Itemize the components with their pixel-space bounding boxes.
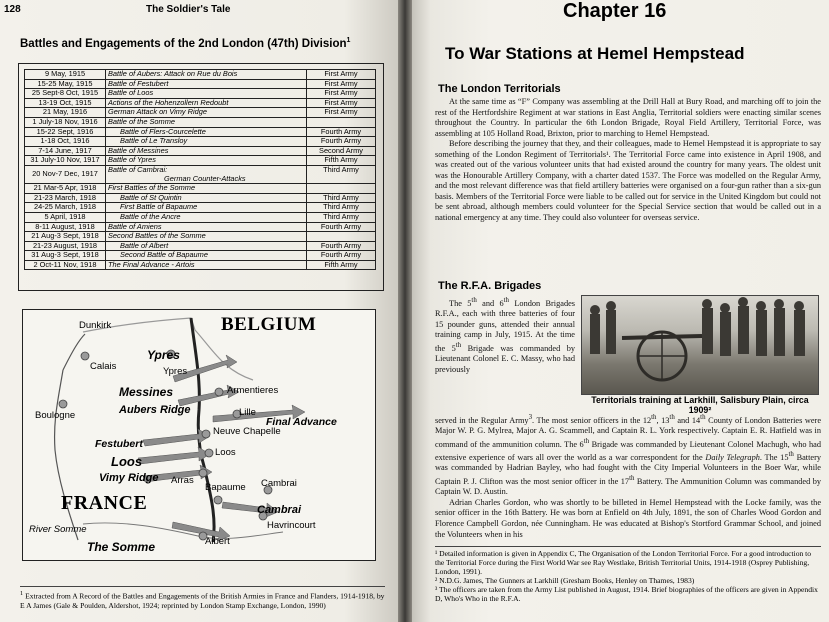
map-town-ypres: Ypres xyxy=(163,366,188,377)
map-town-loos: Loos xyxy=(215,447,236,458)
chapter-title: To War Stations at Hemel Hempstead xyxy=(445,44,745,63)
page-number: 128 xyxy=(4,4,21,15)
row-army: First Army xyxy=(307,98,376,108)
table-row xyxy=(25,193,376,203)
map-battle-loos: Loos xyxy=(111,454,143,469)
row-date: 8-11 August, 1918 xyxy=(25,222,106,232)
row-army: Fourth Army xyxy=(307,222,376,232)
table-row xyxy=(25,241,376,251)
row-army: First Army xyxy=(307,89,376,99)
map-river-somme: River Somme xyxy=(29,524,87,535)
map-town-havrincourt: Havrincourt xyxy=(267,520,316,531)
row-battle: Second Battle of Bapaume xyxy=(106,251,307,261)
chapter-heading: Chapter 16 xyxy=(563,0,667,22)
table-row xyxy=(25,70,376,80)
map-town-calais: Calais xyxy=(90,361,117,372)
row-battle: Battle of Messines xyxy=(106,146,307,156)
table-row xyxy=(25,117,376,127)
row-date: 21 Aug-3 Sept, 1918 xyxy=(25,232,106,242)
section2-body-column xyxy=(435,296,575,375)
book-gutter xyxy=(398,0,412,622)
row-army: Second Army xyxy=(307,146,376,156)
table-row xyxy=(25,146,376,156)
row-battle: Actions of the Hohenzollern Redoubt xyxy=(106,98,307,108)
footnote: ³ The officers are taken from the Army List published in August, 1914. Brief biographies of the officers are given in Appendix D, Who's Who in the R.F.A. xyxy=(435,585,818,603)
row-army: Third Army xyxy=(307,212,376,222)
map-drawing xyxy=(23,310,375,560)
paragraph: Adrian Charles Gordon, who was shortly to be billeted in Hemel Hempstead with the Locke family, was the senior officer in the 16th Battery. He was born at Enfield on 4th July, 1891, the son of Charles Wood Gordon and Florence Campbell Gordon, née Cunningham. He was educated at Bishop's Stortford Grammar School, and joined the Volunteers when in his xyxy=(435,497,821,539)
map-town-dunkirk: Dunkirk xyxy=(79,320,112,331)
left-footnote-mark: 1 xyxy=(20,590,24,597)
row-battle: Battle of Aubers: Attack on Rue du Bois xyxy=(106,70,307,80)
map-battle-vimy-ridge: Vimy Ridge xyxy=(99,472,159,484)
row-battle xyxy=(106,165,307,183)
map-town-bapaume: Bapaume xyxy=(205,482,246,493)
table-row xyxy=(25,165,376,183)
row-date: 21 Mar-5 Apr, 1918 xyxy=(25,184,106,194)
section-heading-london-territorials: The London Territorials xyxy=(438,83,561,95)
row-battle-line: Battle of Cambrai: xyxy=(108,165,168,174)
map-town-albert: Albert xyxy=(205,536,230,547)
row-battle: Second Battles of the Somme xyxy=(106,232,307,242)
left-page xyxy=(0,0,405,622)
row-date: 24-25 March, 1918 xyxy=(25,203,106,213)
row-army: First Army xyxy=(307,79,376,89)
map-battle-cambrai: Cambrai xyxy=(257,504,302,516)
photo-figures xyxy=(582,296,818,394)
table-row xyxy=(25,251,376,261)
table-row xyxy=(25,156,376,166)
row-army: Third Army xyxy=(307,193,376,203)
row-date: 31 Aug-3 Sept, 1918 xyxy=(25,251,106,261)
footnote: ¹ Detailed information is given in Appendix C, The Organisation of the London Territorial Force. For a good introduction to the Territorial Force during the First World War see Ray Westlake, British Territorial Units, 1914-1918 (Osprey Publishing, London, 1991). xyxy=(435,549,812,576)
row-army: Fourth Army xyxy=(307,127,376,137)
table-row xyxy=(25,260,376,270)
row-date: 1 July-18 Nov, 1916 xyxy=(25,117,106,127)
row-date: 9 May, 1915 xyxy=(25,70,106,80)
section1-body xyxy=(435,97,821,224)
row-army: Third Army xyxy=(307,203,376,213)
paragraph: At the same time as “F” Company was assembling at the Drill Hall at Bury Road, and marching off to join the rest of the Hertfordshire Regiment at war stations in East Anglia, Territorial soldiers were enacting similar scenes throughout the Country. In particular the 6th London Brigade, Royal Field Artillery, Territorial Force, was assembling at 105 Holland Road, Brixton, prior to marching to Hemel Hempstead. xyxy=(435,97,821,138)
table-row xyxy=(25,108,376,118)
row-battle: First Battle of Bapaume xyxy=(106,203,307,213)
town-dot xyxy=(205,449,213,457)
row-date: 15-25 May, 1915 xyxy=(25,79,106,89)
paragraph-intro: The 5th and 6th London Brigades R.F.A., each with three batteries of four 15 pounder guns, attended their annual training camp in July, 1915. At the time the 5th Brigade was commanded by Lieutenant Colonel E. C. Massy, who had previously xyxy=(435,297,576,374)
map-town-cambrai: Cambrai xyxy=(261,478,297,489)
row-battle: Battle of St Quintin xyxy=(106,193,307,203)
map-country-france: FRANCE xyxy=(61,492,148,514)
table-row xyxy=(25,79,376,89)
row-date: 2 Oct-11 Nov, 1918 xyxy=(25,260,106,270)
row-date: 31 July-10 Nov, 1917 xyxy=(25,156,106,166)
row-army xyxy=(307,232,376,242)
map-town-armentieres: Armentieres xyxy=(227,385,279,396)
battles-table xyxy=(24,69,376,270)
table-row xyxy=(25,184,376,194)
town-dot xyxy=(199,469,207,477)
map-battle-the-somme: The Somme xyxy=(87,540,156,554)
map-country-belgium: BELGIUM xyxy=(221,314,317,335)
town-dot xyxy=(202,430,210,438)
table-title-footnote-mark: 1 xyxy=(346,37,351,44)
territorials-photo xyxy=(581,295,819,395)
town-dot xyxy=(215,388,223,396)
row-battle: Battle of Loos xyxy=(106,89,307,99)
map-battle-final-advance: Final Advance xyxy=(266,416,337,428)
map-town-arras: Arras xyxy=(171,475,194,486)
row-battle: Battle of Amiens xyxy=(106,222,307,232)
row-battle-line: German Counter-Attacks xyxy=(164,173,246,183)
photo-caption: Territorials training at Larkhill, Salisbury Plain, circa 1909² xyxy=(591,395,809,415)
row-date: 5 April, 1918 xyxy=(25,212,106,222)
map-battle-festubert: Festubert xyxy=(95,438,143,450)
row-battle: Battle of Albert xyxy=(106,241,307,251)
row-battle: Battle of Le Transloy xyxy=(106,137,307,147)
row-date: 25 Sept-8 Oct, 1915 xyxy=(25,89,106,99)
town-dot xyxy=(214,496,222,504)
table-row xyxy=(25,89,376,99)
map-battle-messines: Messines xyxy=(119,385,174,399)
table-title-text: Battles and Engagements of the 2nd London (47th) Division xyxy=(20,37,347,50)
running-head: The Soldier's Tale xyxy=(146,4,231,15)
table-row xyxy=(25,127,376,137)
row-army: Fifth Army xyxy=(307,260,376,270)
map-town-boulogne: Boulogne xyxy=(35,410,76,421)
map-battle-ypres: Ypres xyxy=(147,348,180,362)
row-date: 13-19 Oct, 1915 xyxy=(25,98,106,108)
row-army xyxy=(307,117,376,127)
row-army xyxy=(307,184,376,194)
row-date: 21-23 August, 1918 xyxy=(25,241,106,251)
left-footnote xyxy=(20,586,385,610)
table-title xyxy=(20,37,350,50)
right-page xyxy=(405,0,829,622)
map-town-neuve-chapelle: Neuve Chapelle xyxy=(213,426,281,437)
row-date: 7-14 June, 1917 xyxy=(25,146,106,156)
row-army: Fourth Army xyxy=(307,251,376,261)
coastline-north xyxy=(63,334,85,370)
table-row xyxy=(25,137,376,147)
table-row xyxy=(25,232,376,242)
table-row xyxy=(25,203,376,213)
row-date: 15-22 Sept, 1916 xyxy=(25,127,106,137)
section-heading-rfa-brigades: The R.F.A. Brigades xyxy=(438,280,542,292)
right-footnotes xyxy=(435,546,821,603)
row-battle: German Attack on Vimy Ridge xyxy=(106,108,307,118)
table-row xyxy=(25,212,376,222)
row-army: Fourth Army xyxy=(307,241,376,251)
arrow xyxy=(138,447,210,464)
row-battle: Battle of Ypres xyxy=(106,156,307,166)
row-army: Fourth Army xyxy=(307,137,376,147)
row-army: Fifth Army xyxy=(307,156,376,166)
map-town-lille: Lille xyxy=(239,407,256,418)
table-row xyxy=(25,98,376,108)
footnote: ² N.D.G. James, The Gunners at Larkhill (Gresham Books, Henley on Thames, 1983) xyxy=(435,576,695,585)
table-row xyxy=(25,222,376,232)
town-dot xyxy=(81,352,89,360)
paragraph-continued: served in the Regular Army$^3$. The most senior officers in the 12th, 13th and 14th County of London Batteries were Major W. P. G. Mylrea, Major A. G. Scammell, and Captain R. L. York respectively. Captain E. R. Hatfield was in command of the ammunition column. The 6th Brigade was commanded by Lieutenant Colonel Machugh, who had extensive experience of wars all over the world as a war correspondent for the Daily Telegraph. The 15th Battery was commanded by Hadrian Bayley, who had fought with the City Imperial Volunteers in the Boer War, while Captain P. J. Clifton was the most senior officer in the 17th Battery. The Ammunition Column was commanded by Captain W. D. Austin. xyxy=(435,414,822,497)
row-army: Third Army xyxy=(307,165,376,183)
town-dot xyxy=(59,400,67,408)
row-battle: The Final Advance - Artois xyxy=(106,260,307,270)
row-battle: First Battles of the Somme xyxy=(106,184,307,194)
row-date: 21-23 March, 1918 xyxy=(25,193,106,203)
front-line xyxy=(191,318,214,542)
section2-body-wide xyxy=(435,413,821,540)
row-battle: Battle of Flers-Courcelette xyxy=(106,127,307,137)
map-battle-aubers-ridge: Aubers Ridge xyxy=(119,404,191,416)
row-date: 20 Nov-7 Dec, 1917 xyxy=(25,165,106,183)
row-date: 1-18 Oct, 1916 xyxy=(25,137,106,147)
row-army: First Army xyxy=(307,108,376,118)
row-battle: Battle of the Somme xyxy=(106,117,307,127)
row-army: First Army xyxy=(307,70,376,80)
row-date: 21 May, 1916 xyxy=(25,108,106,118)
row-battle: Battle of the Ancre xyxy=(106,212,307,222)
left-footnote-text: Extracted from A Record of the Battles and Engagements of the British Armies in France and Flanders, 1914-1918, by E A James (Gale & Poulden, Aldershot, 1924; reprinted by London Stamp Exchange, London, 1990) xyxy=(20,591,385,610)
paragraph: Before describing the journey that they, and their colleagues, made to Hemel Hempstead it is appropriate to say something of the London Regiment of Territorials¹. The Territorial Force came into existence in April 1908, and was created out of the various volunteer units that had existed around the country for many years. The oldest unit was the Honourable Artillery Company, with a charter dated 1537. The Force was modelled on the Regular Army, and the most relevant difference was that field artillery batteries were organised on a four-gun rather than a six-gun basis. Members of the Territorial Force were liable to be called out for service in the United Kingdom but could not be sent abroad, although members could volunteer for the Special Service section that would be called out in a national emergency at any time. They could also volunteer for overseas service. xyxy=(435,139,821,223)
row-battle: Battle of Festubert xyxy=(106,79,307,89)
battle-map xyxy=(22,309,376,561)
